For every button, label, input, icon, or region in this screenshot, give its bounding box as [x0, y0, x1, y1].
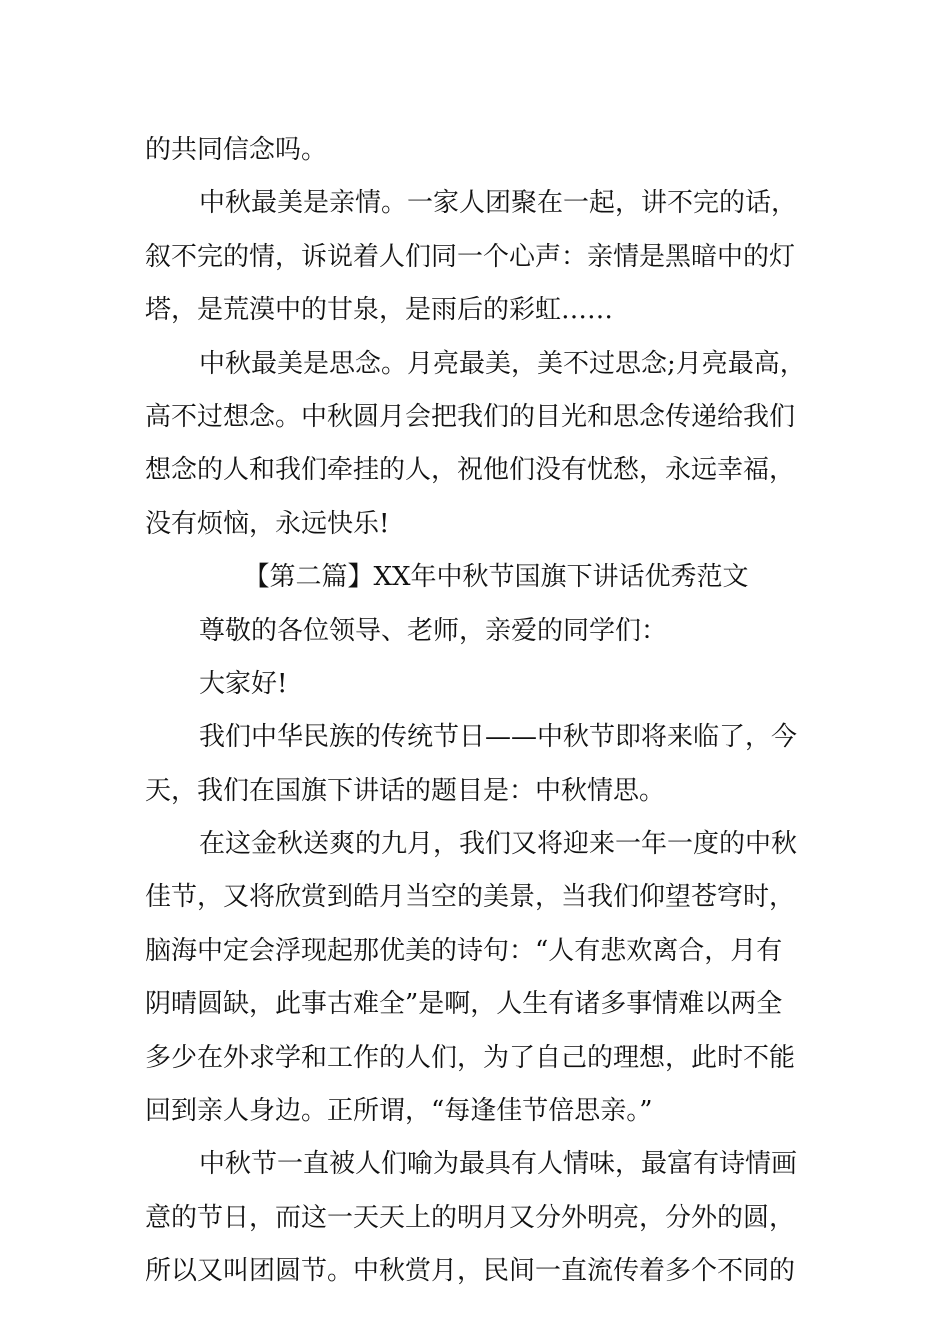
text-line: 想念的人和我们牵挂的人，祝他们没有忧愁，永远幸福，	[145, 455, 796, 486]
text-line: 高不过想念。中秋圆月会把我们的目光和思念传递给我们	[145, 401, 796, 432]
document-body	[145, 124, 807, 1299]
paragraph-start-line: 中秋最美是思念。月亮最美，美不过思念;月亮最高，	[199, 348, 806, 379]
greeting-line: 大家好!	[199, 668, 288, 699]
text-line: 意的节日，而这一天天上的明月又分外明亮，分外的圆，	[145, 1202, 796, 1233]
text-line: 多少在外求学和工作的人们，为了自己的理想，此时不能	[145, 1042, 796, 1073]
text-line: 阴晴圆缺，此事古难全”是啊，人生有诸多事情难以两全	[145, 989, 783, 1020]
text-line: 回到亲人身边。正所谓，“每逢佳节倍思亲。”	[145, 1096, 653, 1127]
paragraph-start-line: 中秋节一直被人们喻为最具有人情味，最富有诗情画	[199, 1149, 798, 1180]
section-heading: 【第二篇】XX年中秋节国旗下讲话优秀范文	[243, 562, 749, 593]
text-line: 塔，是荒漠中的甘泉，是雨后的彩虹……	[145, 295, 614, 326]
text-line: 叙不完的情，诉说着人们同一个心声：亲情是黑暗中的灯	[145, 241, 796, 272]
paragraph-start-line: 中秋最美是亲情。一家人团聚在一起，讲不完的话，	[199, 188, 798, 219]
text-line: 的共同信念吗。	[145, 135, 328, 165]
salutation-line: 尊敬的各位领导、老师，亲爱的同学们：	[199, 615, 668, 646]
paragraph-start-line: 我们中华民族的传统节日——中秋节即将来临了，今	[199, 722, 798, 753]
text-line: 天，我们在国旗下讲话的题目是：中秋情思。	[145, 775, 666, 806]
text-line: 所以又叫团圆节。中秋赏月，民间一直流传着多个不同的	[145, 1256, 796, 1287]
text-line: 脑海中定会浮现起那优美的诗句：“人有悲欢离合，月有	[145, 935, 783, 966]
text-line: 佳节，又将欣赏到皓月当空的美景，当我们仰望苍穹时，	[145, 882, 796, 913]
text-line: 没有烦恼，永远快乐!	[145, 508, 390, 539]
paragraph-start-line: 在这金秋送爽的九月，我们又将迎来一年一度的中秋	[199, 829, 798, 860]
